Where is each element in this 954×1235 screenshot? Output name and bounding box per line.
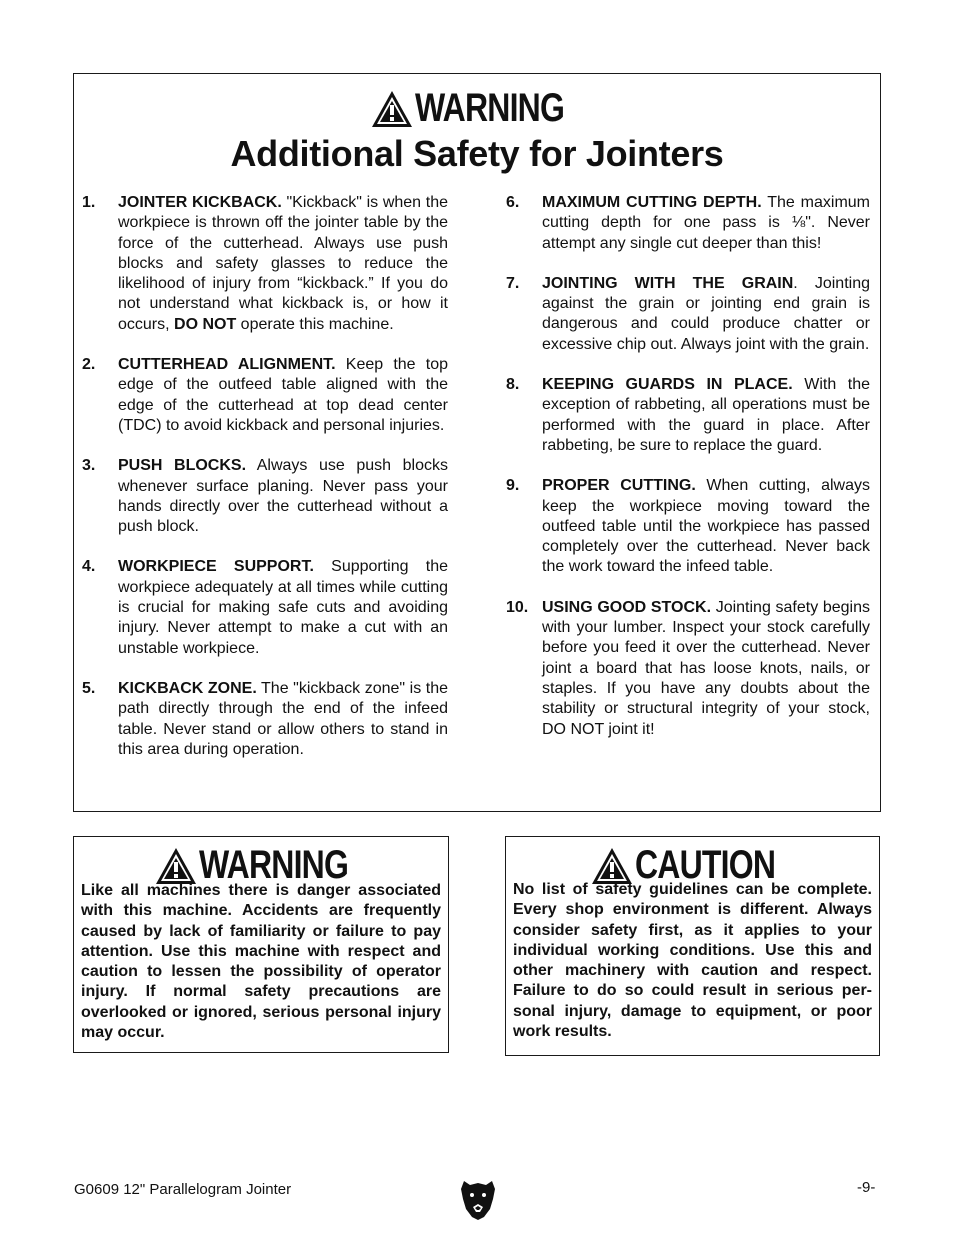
- item-heading: WORKPIECE SUPPORT.: [118, 558, 314, 576]
- general-warning-box: [73, 836, 449, 1053]
- item-number: 7.: [506, 274, 520, 292]
- warning-text: Like all machines there is danger associated with this machine. Accidents are frequently caused by lack of familiarity or failure to pay attention. Use this machine with respect and caution to lessen the possibility of operator injury. If normal safety precautions are overlooked or ignored, serious personal injury may occur.: [81, 882, 441, 1042]
- item-number: 2.: [82, 356, 96, 374]
- item-text: When cutting, always keep the workpiece moving toward the outfeed table until the workpiece has passed completely over the cutterhead. Never back the work toward the infeed table.: [542, 477, 870, 576]
- warning-signal-header: [74, 88, 880, 133]
- item-text: The maximum cutting depth for one pass is ⅛". Never attempt any single cut deeper than this!: [542, 194, 870, 252]
- list-item: [506, 193, 870, 254]
- warning-triangle-icon: [155, 847, 197, 885]
- list-item: [82, 193, 448, 335]
- signal-word: WARNING: [199, 843, 349, 887]
- safety-list-left: [82, 193, 448, 760]
- item-number: 3.: [82, 457, 96, 475]
- caution-text: No list of safety guidelines can be complete. Every shop environment is different. Always consider safety first, as it applies to your individual working conditions. Use this and other machinery with caution and respect. Failure to do so could result in serious personal injury, damage to equipment, or poor work results.: [513, 881, 872, 1041]
- item-text: Supporting the workpiece adequately at all times while cutting is crucial for making safe cuts and avoiding injury. Never attempt to make a cut with an unstable workpiece.: [118, 558, 448, 657]
- list-item: [506, 375, 870, 456]
- page-number: -9-: [857, 1179, 876, 1196]
- warning-triangle-icon: [371, 90, 413, 128]
- list-item: [82, 557, 448, 658]
- item-number: 9.: [506, 477, 520, 495]
- item-heading: KEEPING GUARDS IN PLACE.: [542, 376, 793, 394]
- item-text: Keep the top edge of the outfeed table aligned with the edge of the cutterhead at top dead center (TDC) to avoid kickback and personal injuries.: [118, 356, 449, 434]
- item-text-tail: operate this machine.: [236, 315, 394, 333]
- item-number: 1.: [82, 194, 96, 211]
- item-text: With the exception of rabbeting, all operations must be performed with the guard in place. After rabbeting, be sure to replace the guard.: [542, 376, 871, 454]
- item-heading: PROPER CUTTING.: [542, 477, 696, 495]
- item-heading: KICKBACK ZONE.: [118, 679, 257, 697]
- safety-list-right: [506, 193, 870, 740]
- item-heading: USING GOOD STOCK.: [542, 598, 712, 616]
- item-number: 8.: [506, 376, 520, 394]
- list-item: [82, 679, 448, 760]
- section-title: Additional Safety for Jointers: [230, 133, 724, 174]
- item-number: 6.: [506, 194, 520, 211]
- list-item: [506, 274, 870, 355]
- item-heading: MAXIMUM CUTTING DEPTH.: [542, 194, 762, 211]
- caution-box: [505, 836, 880, 1056]
- signal-word: WARNING: [415, 86, 565, 130]
- signal-word: CAUTION: [634, 843, 775, 887]
- item-number: 5.: [82, 679, 96, 697]
- additional-safety-box: [73, 73, 881, 812]
- list-item: [82, 456, 448, 537]
- footer-model: G0609 12" Parallelogram Jointer: [74, 1181, 292, 1198]
- item-emphasis: DO NOT: [174, 315, 237, 333]
- item-text: Always use push blocks whenever surface planing. Never pass your hands directly over the cutterhead without a push block.: [118, 457, 449, 536]
- item-text: Jointing safety begins with your lumber. Inspect your stock carefully before you feed it over the cutterhead. Never joint a board that has loose knots, nails, or staples. If you have any doubts about the stability or structural integrity of your stock, DO NOT joint it!: [542, 598, 871, 738]
- list-item: [506, 476, 870, 577]
- list-item: [82, 355, 448, 436]
- item-text: The "kickback zone" is the path directly through the end of the infeed table. Never stand or allow others to stand in this area during operation.: [118, 679, 448, 758]
- item-number: 4.: [82, 558, 96, 576]
- grizzly-bear-logo-icon: [458, 1177, 498, 1221]
- item-heading: JOINTER KICKBACK.: [118, 194, 282, 211]
- item-text: . Jointing against the grain or jointing end grain is dangerous and could produce chatter or excessive chip out. Always joint with the grain.: [542, 274, 870, 353]
- item-heading: JOINTING WITH THE GRAIN: [542, 274, 794, 292]
- item-text: "Kickback" is when the workpiece is thrown off the jointer table by the force of the cutterhead. Always use push blocks and safety glasses to reduce the likelihood of injury from “kickback.” If you do not understand what kickback is, or how it occurs,: [118, 194, 448, 333]
- item-number: 10.: [506, 598, 529, 616]
- item-heading: PUSH BLOCKS.: [118, 457, 247, 475]
- list-item: [506, 598, 870, 740]
- item-heading: CUTTERHEAD ALIGNMENT.: [118, 356, 336, 374]
